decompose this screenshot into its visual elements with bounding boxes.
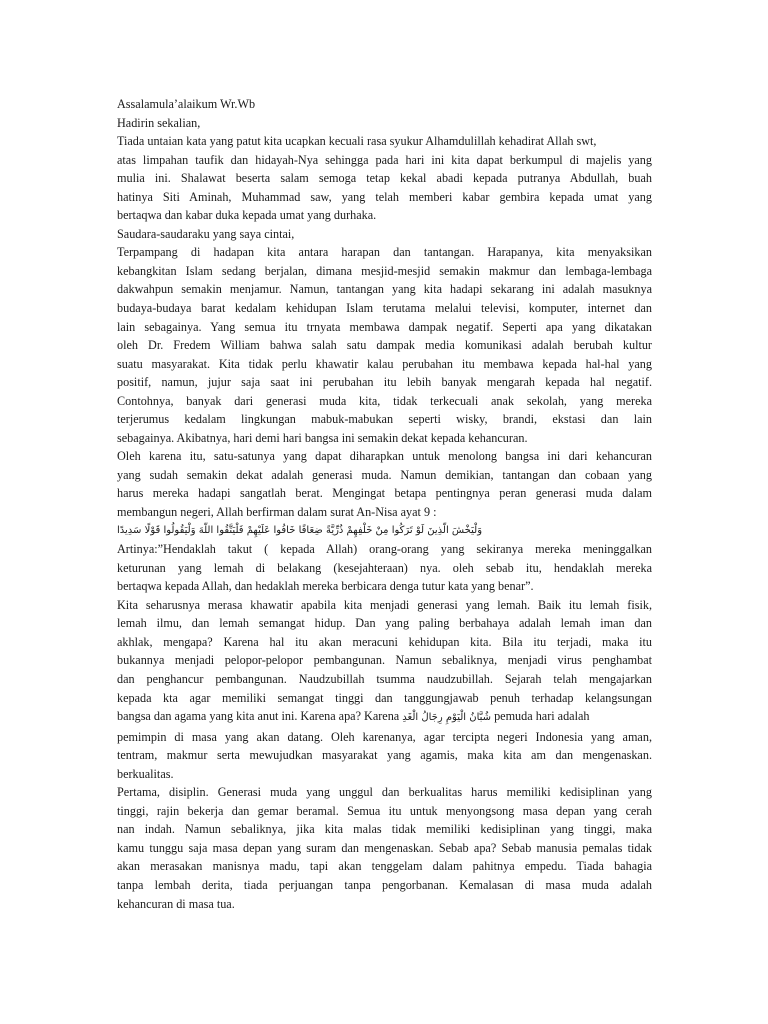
text-line: berkualitas. <box>117 766 174 781</box>
text-line: yang sudah semakin dekat adalah generasi muda. Namun demikian, tantangan dan cobaan yang <box>117 467 652 482</box>
text-line: positif, namun, jujur saja saat ini perubahan itu lebih banyak mengarah kepada hal negatif. <box>117 375 652 390</box>
document-page <box>117 95 652 913</box>
text-line: kamu tunggu saja masa depan yang suram dan mengenaskan. Sebab apa? Sebab manusia pemalas tidak <box>117 840 652 855</box>
text-line: terjerumus kedalam lingkungan mabuk-mabukan seperti wisky, brandi, ekstasi dan lain <box>117 412 652 427</box>
text-line: hatinya Siti Aminah, Muhammad saw, yang telah memberi kabar gembira kepada umat yang <box>117 189 652 204</box>
text-line: akan merasakan manisnya madu, tapi akan tenggelam dalam pahitnya empedu. Tiada bahagia <box>117 859 652 874</box>
text-line: tanpa lembah derita, tiada perjuangan tanpa pengorbanan. Kemalasan di masa muda adalah <box>117 877 652 892</box>
text-line: pemimpin di masa yang akan datang. Oleh karenanya, agar tercipta negeri Indonesia yang aman, <box>117 729 652 744</box>
text-segment: bangsa dan agama yang kita anut ini. Karena apa? Karena <box>117 709 403 724</box>
document-body <box>117 95 652 913</box>
text-line: akhlak, mengapa? Karena hal itu akan meracuni kehidupan kita. Bila itu terjadi, maka itu <box>117 634 652 649</box>
text-line: kehancuran di masa tua. <box>117 896 235 911</box>
text-line: lemah ilmu, dan lemah semangat hidup. Dan yang paling berbahaya adalah lemah iman dan <box>117 616 652 631</box>
text-line: atas limpahan taufik dan hidayah-Nya sehingga pada hari ini kita dapat berkumpul di majelis yang <box>117 152 652 167</box>
text-line: kebangkitan Islam sedang berjalan, dimana mesjid-mesjid semakin makmur dan lembaga-lembaga <box>117 263 652 278</box>
arabic-phrase: شُبَّانُ الْيَوْمِ رِجَالُ الْغَدِ <box>402 712 492 724</box>
text-line: bertaqwa kepada Allah, dan hedaklah mereka berbicara denga tutur kata yang benar”. <box>117 579 534 594</box>
text-line: keturunan yang lemah di belakang (kesejahteraan) nya. oleh sebab itu, hendaklah mereka <box>117 560 652 575</box>
text-line: dakwahpun semakin menjamur. Namun, tantangan yang kita hadapi sekarang ini adalah masuknya <box>117 282 652 297</box>
text-line: Artinya:”Hendaklah takut ( kepada Allah) orang-orang yang sekiranya mereka meninggalkan <box>117 542 652 557</box>
text-line: suatu masyarakat. Kita tidak perlu khawatir kalau perubahan itu membawa kepada hal-hal yang <box>117 356 652 371</box>
arabic-verse-line: وَلْيَخْشَ الَّذِينَ لَوْ تَرَكُوا مِنْ خَلْفِهِمْ ذُرِّيَّةً ضِعَافًا خَافُوا عَلَيْهِمْ فَلْيَتَّقُوا اللَّهَ وَلْيَقُولُوا قَوْلًا سَدِيدًا <box>117 524 483 536</box>
text-line: mulia ini. Shalawat beserta salam semoga tetap kekal abadi kepada putranya Abdullah, buah <box>117 171 652 186</box>
text-line: tinggi, rajin bekerja dan gemar beramal. Semua itu untuk menyongsong masa depan yang cerah <box>117 803 652 818</box>
text-line: bukannya menjadi pelopor-pelopor pembangunan. Namun sebaliknya, menjadi virus penghambat <box>117 653 652 668</box>
text-line: Hadirin sekalian, <box>117 115 201 130</box>
text-line <box>117 707 652 728</box>
text-line: kepada kta agar memiliki semangat tinggi dan tanggungjawab penuh terhadap kelangsungan <box>117 690 652 705</box>
text-line: membangun negeri, Allah berfirman dalam surat An-Nisa ayat 9 : <box>117 505 437 520</box>
text-line: Pertama, disiplin. Generasi muda yang unggul dan berkualitas harus memiliki kedisiplinan yang <box>117 785 652 800</box>
text-line: tentram, makmur serta mewujudkan masyarakat yang agamis, maka kita am dan mengenaskan. <box>117 748 652 763</box>
text-line: harus mereka hadapi sangatlah berat. Mengingat betapa pentingnya peran generasi muda dalam <box>117 486 652 501</box>
text-line: Assalamula’alaikum Wr.Wb <box>117 97 256 111</box>
text-line: nan indah. Namun sebaliknya, jika kita malas tidak memiliki kedisiplinan yang tinggi, maka <box>117 822 652 837</box>
text-line: Saudara-saudaraku yang saya cintai, <box>117 226 295 241</box>
text-line: Tiada untaian kata yang patut kita ucapkan kecuali rasa syukur Alhamdulillah kehadirat Allah swt, <box>117 134 597 149</box>
text-line: bertaqwa dan kabar duka kepada umat yang durhaka. <box>117 208 377 223</box>
text-line: oleh Dr. Fredem William bahwa salah satu dampak media komunikasi adalah berubah kultur <box>117 338 652 353</box>
text-line: lain sebagainya. Yang semua itu trnyata membawa dampak negatif. Seperti apa yang dikatakan <box>117 319 652 334</box>
text-line: Oleh karena itu, satu-satunya yang dapat diharapkan untuk menolong bangsa ini dari kehancuran <box>117 449 652 464</box>
text-line: dan penghancur pembangunan. Naudzubillah tsumma naudzubillah. Sejarah telah mengajarkan <box>117 671 652 686</box>
text-line: Contohnya, banyak dari generasi muda kita, tidak terkecuali anak sekolah, yang mereka <box>117 393 652 408</box>
text-line: sebagainya. Akibatnya, hari demi hari bangsa ini semakin dekat kepada kehancuran. <box>117 430 528 445</box>
text-line: Kita seharusnya merasa khawatir apabila kita menjadi generasi yang lemah. Baik itu lemah fisik, <box>117 597 652 612</box>
text-line: budaya-budaya barat kedalam kehidupan Islam terutama melalui televisi, komputer, internet dan <box>117 301 652 316</box>
text-line: Terpampang di hadapan kita antara harapan dan tantangan. Harapanya, kita menyaksikan <box>117 245 652 260</box>
text-segment: pemuda hari adalah <box>491 709 590 724</box>
